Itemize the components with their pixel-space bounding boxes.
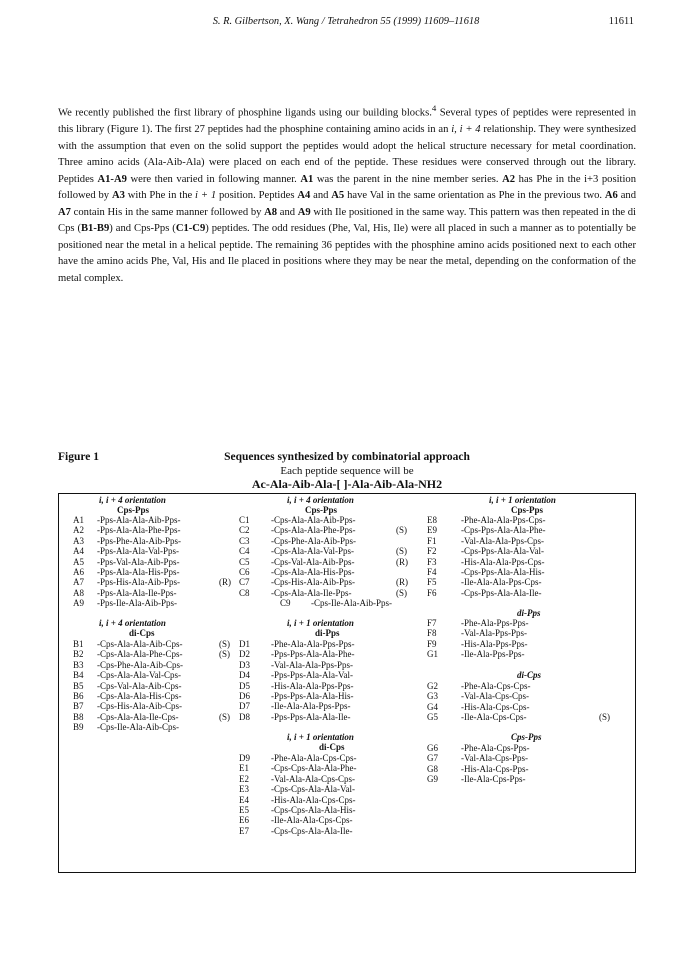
series-d-ids: D1 D2 D3 D4 D5 D6 D7 D8 — [239, 639, 250, 722]
compound-ref: A6 — [604, 190, 618, 202]
para-text: has Phe in the i+3 position followed by — [58, 173, 636, 202]
compound-ref: A8 — [264, 206, 278, 218]
compound-ref: A4 — [297, 190, 311, 202]
col-header-orientation: i, i + 4 orientation — [287, 495, 354, 505]
series-g-tag: (S) — [599, 712, 610, 722]
para-italic: i + 1 — [195, 190, 217, 202]
para-text: Several types of peptides were represented in this library (Figure 1). The first 27 peptides had the phosphine containing amino acids in an — [58, 107, 636, 136]
series-b-sequences: -Cps-Ala-Ala-Aib-Cps- -Cps-Ala-Ala-Phe-Cps- -Cps-Phe-Ala-Aib-Cps- -Cps-Ala-Ala-Val-Cps- -Cps-Val-Ala-Aib-Cps- -Cps-Ala-Ala-His-Cps- -Cps-His-Ala-Aib-Cps- -Cps-Ala-Ala-Ile-Cps- -Cps-Ile-Ala-Aib-Cps- — [97, 639, 183, 733]
para-text: were then varied in following manner. — [126, 173, 301, 185]
col-header-type: di-Pps — [517, 608, 541, 618]
series-b-tags: (S) (S) (S) — [219, 639, 230, 722]
para-text: relationship. They were synthesized with the assumption that even on the solid support the peptides would adopt the helical structure necessary for metal coordination. Three amino acids (Ala-Aib-Ala) were placed on each end of the peptide. These residues were conserved through out the library. Peptides — [58, 124, 636, 185]
running-header — [0, 16, 692, 32]
col-header-orientation: i, i + 1 orientation — [489, 495, 556, 505]
series-g-sequences: -Phe-Ala-Cps-Cps- -Val-Ala-Cps-Cps- -His-Ala-Cps-Cps- -Ile-Ala-Cps-Cps- — [461, 681, 531, 723]
figure-title: Sequences synthesized by combinatorial approach — [224, 451, 470, 463]
col-header-type: Cps-Pps — [117, 505, 150, 515]
series-fg-sequences: -Phe-Ala-Pps-Pps- -Val-Ala-Pps-Pps- -His-Ala-Pps-Pps- -Ile-Ala-Pps-Pps- — [461, 618, 529, 660]
para-text: and — [617, 190, 636, 202]
series-ef-sequences: -Phe-Ala-Ala-Pps-Cps- -Cps-Pps-Ala-Ala-Phe- -Val-Ala-Ala-Pps-Cps- -Cps-Pps-Ala-Ala-Val- -His-Ala-Ala-Pps-Cps- -Cps-Pps-Ala-Ala-His- -Ile-Ala-Ala-Pps-Cps- -Cps-Pps-Ala-Ala-Ile- — [461, 515, 546, 598]
col-header-type: di-Cps — [517, 670, 542, 680]
para-text: ) peptides. The odd residues (Phe, Val, His, Ile) were all placed in such a manner as to potentially be positioned near the metal in a helical peptide. The remaining 36 peptides with the phosphine amino acids positioned next to each other have the amino acids Phe, Val, His and Ile placed in positions where they may be near the metal, depending on the conformation of the metal complex. — [58, 223, 636, 284]
running-header-citation: S. R. Gilbertson, X. Wang / Tetrahedron 55 (1999) 11609–11618 — [212, 16, 480, 27]
col-header-type: Cps-Pps — [305, 505, 338, 515]
series-a-tags: (R) — [219, 577, 231, 588]
col-header-type: di-Cps — [129, 628, 155, 638]
col-header-type: di-Cps — [319, 742, 345, 752]
series-h-ids: G6 G7 G8 G9 — [427, 743, 438, 785]
para-text: with Ile positioned in the same way. This pattern was then repeated in the di Cps ( — [58, 206, 637, 235]
sequence-table — [58, 493, 636, 873]
compound-ref: A7 — [58, 206, 71, 218]
citation-ref: 4 — [431, 103, 437, 113]
compound-ref: A1 — [300, 173, 314, 185]
series-c-ids: C1 C2 C3 C4 C5 C6 C7 C8 — [239, 515, 250, 598]
series-h-sequences: -Phe-Ala-Cps-Pps- -Val-Ala-Cps-Pps- -His-Ala-Cps-Pps- -Ile-Ala-Cps-Pps- — [461, 743, 530, 785]
para-text: ) and Cps-Pps ( — [109, 223, 176, 235]
para-italic: i, i + 4 — [451, 124, 481, 136]
compound-ref: A5 — [331, 190, 345, 202]
series-g-ids: G2 G3 G4 G5 — [427, 681, 438, 723]
compound-ref: A1-A9 — [97, 173, 127, 185]
series-c-sequence: -Cps-Ile-Ala-Aib-Pps- — [311, 598, 392, 608]
figure-sequence-template: Ac-Ala-Aib-Ala-[ ]-Ala-Aib-Ala-NH2 — [251, 477, 443, 491]
para-text: position. Peptides — [216, 190, 298, 202]
compound-ref: A3 — [111, 190, 125, 202]
compound-ref: C1-C9 — [175, 223, 206, 235]
col-header-type: Cps-Pps — [511, 732, 542, 742]
col-header-type: Cps-Pps — [511, 505, 544, 515]
page-number: 11611 — [608, 16, 634, 27]
para-text: was the parent in the nine member series. — [313, 173, 503, 185]
col-header-orientation: i, i + 4 orientation — [99, 618, 166, 628]
series-fg-ids: F7 F8 F9 G1 — [427, 618, 438, 660]
series-c-sequences: -Cps-Ala-Ala-Aib-Pps- -Cps-Ala-Ala-Phe-Pps- -Cps-Phe-Ala-Aib-Pps- -Cps-Ala-Ala-Val-Pps- -Cps-Val-Ala-Aib-Pps- -Cps-Ala-Ala-His-Pps- -Cps-His-Ala-Aib-Pps- -Cps-Ala-Ala-Ile-Pps- — [271, 515, 356, 598]
series-de-sequences: -Phe-Ala-Ala-Cps-Cps- -Cps-Cps-Ala-Ala-Phe- -Val-Ala-Ala-Cps-Cps- -Cps-Cps-Ala-Ala-Val- -His-Ala-Ala-Cps-Cps- -Cps-Cps-Ala-Ala-His- -Ile-Ala-Ala-Cps-Cps- -Cps-Cps-Ala-Ala-Ile- — [271, 753, 357, 836]
para-text: and — [310, 190, 332, 202]
para-text: We recently published the first library of phosphine ligands using our building blocks. — [58, 107, 432, 119]
figure-subtitle: Each peptide sequence will be — [280, 465, 414, 477]
para-text: have Val in the same orientation as Phe in the previous two. — [344, 190, 605, 202]
series-c-id: C9 — [280, 598, 291, 608]
compound-ref: A2 — [502, 173, 516, 185]
col-header-orientation: i, i + 4 orientation — [99, 495, 166, 505]
para-text: with Phe in the — [124, 190, 196, 202]
series-de-ids: D9 E1 E2 E3 E4 E5 E6 E7 — [239, 753, 250, 836]
col-header-orientation: i, i + 1 orientation — [287, 732, 354, 742]
para-text: and — [277, 206, 298, 218]
series-b-ids: B1 B2 B3 B4 B5 B6 B7 B8 B9 — [73, 639, 84, 733]
col-header-type: di-Pps — [315, 628, 340, 638]
series-c-tags: (S) (S) (R) (R) (S) — [396, 525, 408, 598]
series-d-sequences: -Phe-Ala-Ala-Pps-Pps- -Pps-Pps-Ala-Ala-Phe- -Val-Ala-Ala-Pps-Pps- -Pps-Pps-Ala-Ala-Val- -His-Ala-Ala-Pps-Pps- -Pps-Pps-Ala-Ala-His- -Ile-Ala-Ala-Pps-Pps- -Pps-Pps-Ala-Ala-Ile- — [271, 639, 355, 722]
col-header-orientation: i, i + 1 orientation — [287, 618, 354, 628]
compound-ref: B1-B9 — [80, 223, 110, 235]
compound-ref: A9 — [297, 206, 311, 218]
para-text: contain His in the same manner followed by — [70, 206, 265, 218]
series-a-ids: A1 A2 A3 A4 A5 A6 A7 A8 A9 — [73, 515, 84, 609]
series-ef-ids: E8 E9 F1 F2 F3 F4 F5 F6 — [427, 515, 437, 598]
body-paragraph — [58, 100, 636, 287]
series-a-sequences: -Pps-Ala-Ala-Aib-Pps- -Pps-Ala-Ala-Phe-Pps- -Pps-Phe-Ala-Aib-Pps- -Pps-Ala-Ala-Val-Pps- -Pps-Val-Ala-Aib-Pps- -Pps-Ala-Ala-His-Pps- -Pps-His-Ala-Aib-Pps- -Pps-Ala-Ala-Ile-Pps- -Pps-Ile-Ala-Aib-Pps- — [97, 515, 181, 609]
figure-label: Figure 1 — [58, 451, 99, 463]
